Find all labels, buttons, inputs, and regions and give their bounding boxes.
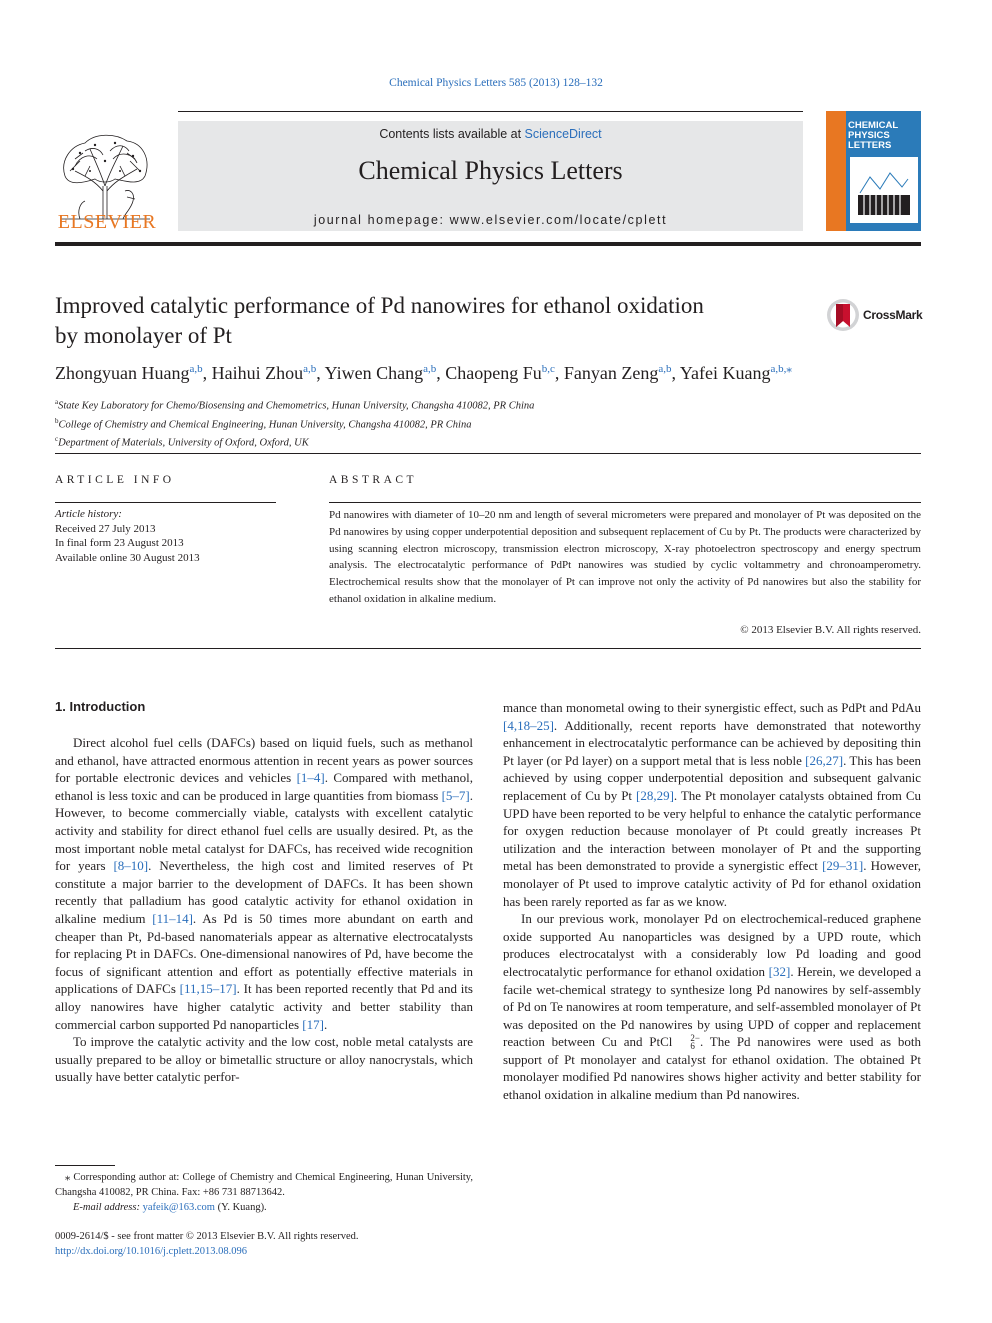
body-column-left: [55, 734, 473, 1086]
email-link[interactable]: yafeik@163.com: [142, 1202, 215, 1213]
affiliation: $^b$College of Chemistry and Chemical Engineering, Hunan University, Changsha 410082, PR China: [55, 416, 472, 430]
author[interactable]: Haihui Zhou$^{a,b}$,: [211, 363, 325, 383]
author[interactable]: Yafei Kuang$^{a,b,⁎}$: [679, 363, 792, 383]
journal-name: Chemical Physics Letters: [358, 156, 623, 185]
citation-link[interactable]: [32]: [768, 963, 791, 979]
affiliations: [55, 395, 921, 451]
crossmark-badge[interactable]: [826, 297, 926, 333]
journal-homepage[interactable]: journal homepage: www.elsevier.com/locate/cplett: [313, 213, 668, 227]
page-footer: [55, 1230, 473, 1259]
abstract-heading: ABSTRACT: [329, 474, 418, 486]
citation-link[interactable]: [1–4]: [296, 770, 325, 786]
chemical-charge-subscript: 2− 6: [690, 1033, 700, 1052]
citation-link[interactable]: [8–10]: [113, 858, 149, 874]
crossmark-label: CrossMark: [863, 308, 923, 322]
abstract-text: Pd nanowires with diameter of 10–20 nm and length of several micrometers were prepared and monolayer of Pt was deposited on the Pd nanowires by using copper underpotential deposition and subsequent replacement of Cu by Pt. The products were characterized by using scanning electron microscopy, transmission electron microscopy, X-ray photoelectron spectroscopy and energy spectrum analysis. The electrocatalytic performance of PdPt nanowires was studied by cyclic voltammetry and chronoamperometry. Electrochemical results show that the monolayer of Pt can improve not only the activity of Pd nanowires but also the stability for ethanol oxidation in alkaline medium.: [329, 509, 921, 605]
corresponding-author-footnote: [55, 1170, 473, 1215]
citation-link[interactable]: [28,29]: [635, 787, 674, 803]
journal-cover-thumbnail: [826, 111, 921, 231]
contents-line: [178, 127, 803, 141]
paragraph: In our previous work, monolayer Pd on electrochemical-reduced graphene oxide supported Au nanoparticles was designed by a UPD route, which produces electrocatalyst with a considerably low Pd loading and good electrocatalytic performance for ethanol oxidation [32]. Herein, we developed a facile wet-chemical strategy to synthesize long Pd nanowires by self-assembly of Pd on Te nanowires at room temperature, and self-assembled monolayer of Pt was deposited on the Pd nanowires by using UPD of copper and replacement reaction between Cu and PtCl 2− 6 . The Pd nanowires were used as both support of Pt monolayer and catalyst for ethanol oxidation. The obtained Pt monolayer modified Pd nanowires shows higher activity and better stability for ethanol oxidation in alkaline medium than Pd nanowires.: [503, 911, 921, 1103]
author[interactable]: Zhongyuan Huang$^{a,b}$,: [55, 363, 212, 383]
contents-prefix: Contents lists available at: [379, 127, 525, 141]
journal-reference[interactable]: Chemical Physics Letters 585 (2013) 128–132: [389, 77, 603, 89]
issn-line: 0009-2614/$ - see front matter © 2013 Elsevier B.V. All rights reserved.: [55, 1231, 359, 1242]
affiliation: $^a$State Key Laboratory for Chemo/Biosensing and Chemometrics, Hunan University, Changsha 410082, PR China: [55, 398, 535, 412]
sciencedirect-link[interactable]: ScienceDirect: [524, 127, 602, 141]
section-title-introduction: 1. Introduction: [55, 699, 146, 714]
cover-title: CHEMICAL PHYSICS LETTERS: [848, 120, 899, 151]
author[interactable]: Yiwen Chang$^{a,b}$,: [324, 363, 446, 383]
body-column-right: [503, 699, 921, 1104]
paragraph: To improve the catalytic activity and the low cost, noble metal catalysts are usually prepared to be alloy or bimetallic structure or alloy nanocrystals, which usually have better catalytic perfor-: [55, 1034, 473, 1085]
citation-link[interactable]: [17]: [302, 1016, 324, 1032]
cover-stripe: [826, 111, 846, 231]
abstract-rule: [329, 502, 921, 503]
footnote-rule: [55, 1165, 115, 1166]
citation-link[interactable]: [5–7]: [441, 787, 470, 803]
header-thick-rule: [55, 242, 921, 246]
paragraph: Direct alcohol fuel cells (DAFCs) based on liquid fuels, such as methanol and ethanol, have attracted enormous attention in recent years as power sources for portable electronic devices and vehicles [1–4]. Compared with methanol, ethanol is less toxic and can be produced in large quantities from biomass [5–7]. However, to become commercially viable, catalysts with excellent catalytic activity and stability for direct ethanol fuel cells are usually desired. Pt, as the most important noble metal catalyst for DAFCs, has received wide recognition for years [8–10]. Nevertheless, the high cost and limited reserves of Pt constitute a major barrier to the development of DAFCs. It has been shown recently that palladium has good catalytic activity for ethanol oxidation in alkaline medium [11–14]. As Pd is 50 times more abundant on earth and cheaper than Pt, Pd-based nanomaterials appear as alternative electrocatalysts for replacing Pt in DAFCs. One-dimensional nanowires of Pd, have become the focus of significant attention and effort as potentially effective materials in applications of DAFCs [11,15–17]. It has been reported recently that Pd and its alloy nanowires have higher catalytic activity and better stability than commercial carbon supported Pd nanoparticles [17].: [55, 735, 474, 1032]
affiliation-rule: [55, 453, 921, 454]
author-list: [55, 362, 935, 384]
history-label: Article history:: [55, 508, 122, 520]
citation-link[interactable]: [4,18–25]: [503, 717, 554, 733]
cover-artwork: [850, 157, 918, 223]
journal-header-band: [178, 121, 803, 231]
article-history: [55, 507, 275, 565]
author[interactable]: Fanyan Zeng$^{a,b}$,: [563, 363, 680, 383]
article-info-heading: ARTICLE INFO: [55, 474, 175, 486]
citation-link[interactable]: [26,27]: [805, 752, 844, 768]
revised-date: In final form 23 August 2013: [55, 537, 184, 550]
crossmark-icon: [826, 297, 860, 333]
author[interactable]: Chaopeng Fu$^{b,c}$,: [445, 363, 564, 383]
email-line: E-mail address: yafeik@163.com (Y. Kuang).: [73, 1202, 267, 1213]
header-rule: [178, 111, 803, 112]
abstract-copyright: © 2013 Elsevier B.V. All rights reserved.: [740, 624, 921, 636]
corresponding-author: ⁎ Corresponding author at: College of Chemistry and Chemical Engineering, Hunan University, Changsha 410082, PR China. Fax: +86 731 88713642.: [55, 1172, 473, 1198]
elsevier-wordmark: ELSEVIER: [57, 211, 157, 233]
paragraph: mance than monometal owing to their synergistic effect, such as PdPt and PdAu [4,18–25]. Additionally, recent reports have demonstrated that noteworthy enhancement in electrocatalytic performance can be achieved by depositing thin Pt layer (or Pd layer) on a support metal that is less noble [26,27]. This has been achieved by using copper underpotential deposition and subsequent galvanic replacement of Cu by Pt [28,29]. The Pt monolayer catalysts obtained from Cu UPD have been reported to be very helpful to enhance the catalytic performance for oxygen reduction because monolayer of Pt could greatly increases Pt utilization and the interaction between monolayer of Pt and the supporting metal has been demonstrated to provide a synergistic effect [29–31]. However, monolayer of Pt used to improve catalytic activity of Pd for ethanol oxidation has been rarely reported as far as we know.: [503, 700, 922, 909]
citation-link[interactable]: [11–14]: [152, 910, 193, 926]
abstract-bottom-rule: [55, 648, 921, 649]
article-title: Improved catalytic performance of Pd nanowires for ethanol oxidation by monolayer of Pt: [55, 293, 704, 348]
doi-link[interactable]: http://dx.doi.org/10.1016/j.cplett.2013.08.096: [55, 1245, 248, 1257]
received-date: Received 27 July 2013: [55, 522, 156, 535]
citation-link[interactable]: [11,15–17]: [179, 981, 237, 997]
online-date: Available online 30 August 2013: [55, 551, 200, 564]
citation-link[interactable]: [29–31]: [822, 858, 864, 874]
article-info-rule: [55, 502, 276, 503]
affiliation: $^c$Department of Materials, University of Oxford, Oxford, UK: [55, 435, 309, 449]
